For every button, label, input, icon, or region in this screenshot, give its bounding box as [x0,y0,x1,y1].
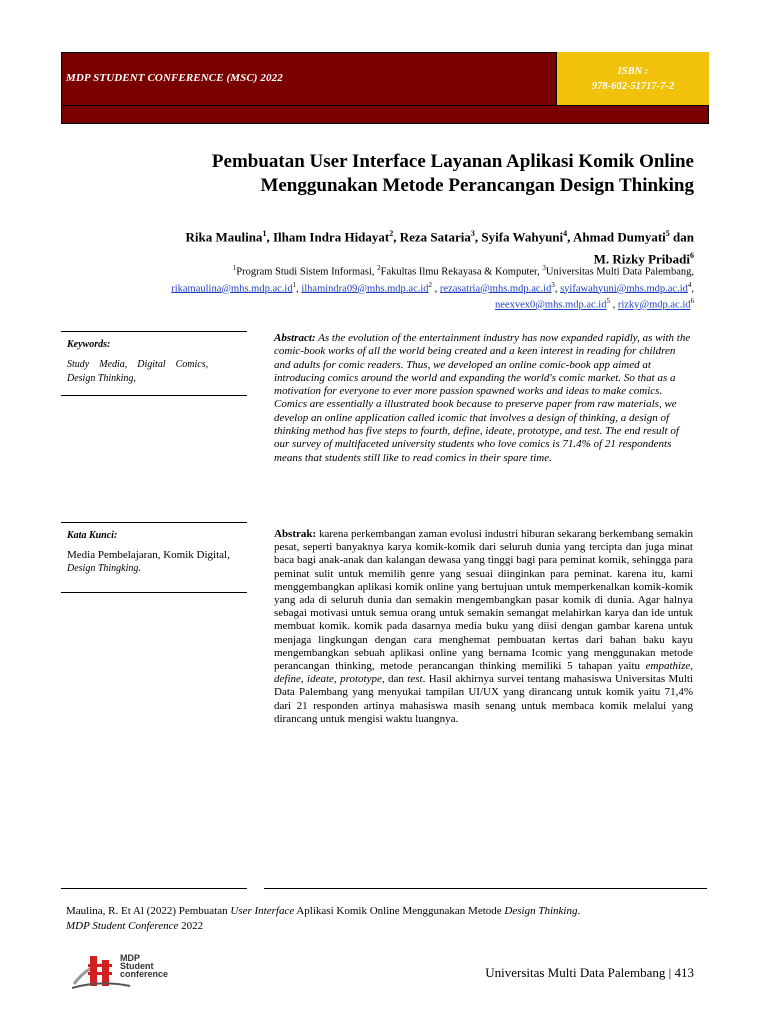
author-name: Ilham Indra Hidayat [272,229,390,245]
author-name: M. Rizky Pribadi [593,251,690,267]
keywords-top-rule [61,331,247,332]
footer-page-info [420,965,694,981]
author-sup: 6 [690,251,694,261]
author-sup: 1 [262,229,267,238]
kata-kunci-text: Media Pembelajaran, Komik Digital, Design Thingking. [67,549,230,574]
paper-title [120,150,694,198]
authors-joiner: dan [673,229,694,245]
author-sup: 3 [470,229,475,238]
author-name: Ahmad Dumyati [572,229,666,245]
kata-kunci-bottom-rule [61,592,247,593]
email-link[interactable]: neexvex0@mhs.mdp.ac.id [495,299,607,311]
author-sup: 2 [389,229,394,238]
page-number: 413 [674,965,694,980]
footer-right-rule [264,888,707,889]
abstract-en [274,332,694,465]
isbn-label: ISBN : [617,66,649,77]
author-list: Rika Maulina$^1$, Ilham Indra Hidayat$^2$, Reza Sataria$^3$, Syifa Wahyuni$^4$, Ahmad Dumyati$^5$ dan M. Rizky Pribadi$^6$ [185,229,694,267]
isbn-number: 978-602-51717-7-2 [591,81,675,92]
kata-kunci-top-rule [61,522,247,523]
author-sup: 5 [665,229,670,238]
author-name: Syifa Wahyuni [481,229,564,245]
email-line-1: $rikamaulina@mhs.mdp.ac.id^1$, $ilhamindra09@mhs.mdp.ac.id^2$ , $rezasatria@mhs.mdp.ac.id^3$, $syifawahyuni@mhs.mdp.ac.id^4$, [171,280,694,294]
affiliation-block [70,262,694,312]
header-divider [61,105,709,124]
email-link[interactable]: rikamaulina@mhs.mdp.ac.id [171,283,293,294]
abstract-id: Abstrak: karena perkembangan zaman evolusi industri hiburan sekarang berkembang semakin pesat, seperti banyaknya karya komik-komik dari seluruh dunia yang tercipta dan juga minat baca bagi anak-anak dan kalangan dewasa yang tinggi bagi para peminat komik, sehingga para peminat sulit untuk memilih genre yang sesuai diinginkan para peminat. karena itu, kami menggembangkan aplikasi komik online yang bertujuan untuk memperkenalkan komik-komik yang ada di seluruh dunia dan semakin mengembangkan pasar komik di dunia. Agar halnya sebagai motivasi untuk semua orang untuk semakin semangat melahirkan karya dan ide untuk membuat komik. komik pada dasarnya media buku yang diisi dengan gambar karena untuk menjaga lingkungan dengan cara menghemat pembuatan kertas dari bahan baku kayu mengembangkan sebuah aplikasi online yang bernama Icomic yang menggunakan metode perancangan thinking, metode perancangan thinking memiliki 5 tahapan yaitu empathize, define, ideate, prototype, dan test. Hasil akhirnya survei tentang mahasiswa Universitas Multi Data Palembang yang menyukai tampilan UI/UX yang dirancang untuk komik yaitu 71,4% dari 21 responden artinya mahasiswa masih senang untuk membaca komik melalui yang dirancang untuk mengisi waktu luangnya. [274,528,693,725]
abstract-text: As the evolution of the entertainment industry has now expanded rapidly, as with the comic-book works of all the world being created and a keen interest in reading for children and adults for comic readers. Thus, we developed an online comic-book app aimed at introducing comics around the world and expanding the world's comic market. So that as a motivation for everyone to ever more passion spawned works and ideas to make comics. Comics are essentially a illustrated book because to preserve paper from raw materials, we develop an online application called icomic that involves a design of thinking, a design of thinking method has five steps to fourth, define, ideate, prototype, and test. The end result of our survey of multifaceted university students who love comics is 71.4% of 21 respondents means that students still like to read comics in their spare time. [274,332,691,464]
kata-kunci-heading: Kata Kunci: [67,530,118,541]
msc-logo [72,950,182,992]
email-link[interactable]: rizky@mdp.ac.id [617,299,691,311]
keywords-text: Study Media, Digital Comics, Design Thinking, [67,359,209,384]
abstrak-label: Abstrak: [274,528,317,540]
footer-separator: | [665,965,675,980]
logo-text: MDP Student conference [120,953,169,979]
author-sup: 4 [563,229,568,238]
email-link[interactable]: syifawahyuni@mhs.mdp.ac.id [560,283,688,294]
email-link[interactable]: ilhamindra09@mhs.mdp.ac.id [301,283,429,294]
author-name: Rika Maulina [185,229,263,245]
email-link[interactable]: rezasatria@mhs.mdp.ac.id [439,283,552,294]
title-line-2: Menggunakan Metode Perancangan Design Thinking [260,175,694,196]
isbn-box [556,52,709,105]
author-name: Reza Sataria [399,229,471,245]
conference-name: MDP STUDENT CONFERENCE (MSC) 2022 [66,72,283,84]
affiliation-line: $^1$Program Studi Sistem Informasi, $^2$Fakultas Ilmu Rekayasa & Komputer, $^3$Universitas Multi Data Palembang, [232,264,694,278]
title-line-1: Pembuatan User Interface Layanan Aplikasi Komik Online [211,151,694,172]
abstract-label: Abstract: [274,332,316,344]
footer-university: Universitas Multi Data Palembang [485,965,666,980]
footer-left-rule [61,888,247,889]
citation: Maulina, R. Et Al (2022) Pembuatan User Interface Aplikasi Komik Online Menggunakan Metode Design Thinking. MDP Student Conference 2022 [66,905,581,932]
keywords-heading: Keywords: [67,339,111,350]
email-line-2: $neexvex0@mhs.mdp.ac.id^5$ , $rizky@mdp.ac.id^6$ [495,297,694,311]
keywords-bottom-rule [61,395,247,396]
